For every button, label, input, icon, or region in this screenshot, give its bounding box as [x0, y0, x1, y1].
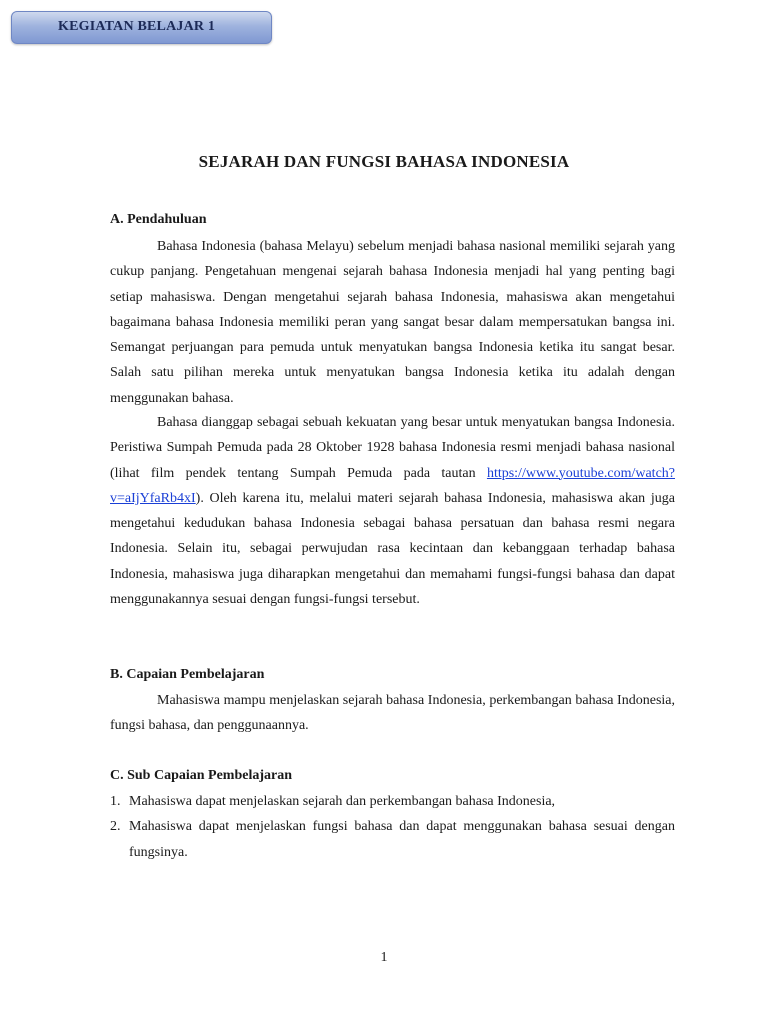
list-item-text: Mahasiswa dapat menjelaskan sejarah dan perkembangan bahasa Indonesia, — [129, 794, 556, 809]
paragraph-2-text-start: Bahasa dianggap sebagai sebuah kekuatan yang besar untuk menyatukan bangsa Indonesia. Peristiwa Sumpah Pemuda pada 28 Oktober 1928 bahasa Indonesia resmi menjadi bahasa nasional (lihat film pendek tentang Sumpah Pemuda pada tautan — [110, 415, 675, 481]
page-title: SEJARAH DAN FUNGSI BAHASA INDONESIA — [198, 152, 570, 171]
section-c-heading: C. Sub Capaian Pembelajaran — [110, 768, 293, 783]
youtube-link[interactable]: https://www.youtube.com/watch?v=aIjYfaRb4xI — [110, 465, 675, 506]
page-number: 1 — [380, 950, 388, 965]
paragraph-2-text-end: ). Oleh karena itu, melalui materi sejarah bahasa Indonesia, mahasiswa akan juga mengetahui kedudukan bahasa Indonesia sebagai bahasa persatuan dan bahasa resmi negara Indonesia. Selain itu, sebagai perwujudan rasa kecintaan dan kebanggaan terhadap bahasa Indonesia, mahasiswa juga diharapkan mengetahui dan memahami fungsi-fungsi bahasa dan dapat menggunakannya sesuai dengan fungsi-fungsi tersebut. — [110, 490, 675, 608]
list-item — [110, 814, 675, 865]
section-tab-label: KEGIATAN BELAJAR 1 — [58, 19, 216, 34]
section-a-paragraph-1: Bahasa Indonesia (bahasa Melayu) sebelum menjadi bahasa nasional memiliki sejarah yang cukup panjang. Pengetahuan mengenai sejarah bahasa Indonesia menjadi hal yang penting bagi setiap mahasiswa. Dengan mengetahui sejarah bahasa Indonesia, mahasiswa akan mengetahui bagaimana bahasa Indonesia memiliki peran yang sangat besar dalam mempersatukan bangsa ini. Semangat perjuangan para pemuda untuk menyatukan bangsa Indonesia ketika itu sangat besar. Salah satu pilihan mereka untuk menyatukan bangsa Indonesia ketika itu adalah dengan menggunakan bahasa. — [110, 239, 675, 406]
section-b-paragraph: Mahasiswa mampu menjelaskan sejarah bahasa Indonesia, perkembangan bahasa Indonesia, fungsi bahasa, dan penggunaannya. — [110, 693, 675, 734]
list-item-number: 2. — [110, 819, 121, 835]
section-b-heading: B. Capaian Pembelajaran — [110, 667, 265, 682]
section-a-heading: A. Pendahuluan — [110, 212, 207, 227]
list-item-number: 1. — [110, 794, 121, 809]
sub-capaian-list — [110, 789, 675, 865]
section-tab — [11, 11, 272, 44]
list-item — [110, 789, 675, 814]
section-a-paragraph-2 — [110, 410, 675, 612]
list-item-text: Mahasiswa dapat menjelaskan fungsi bahasa dan dapat menggunakan bahasa sesuai dengan fungsinya. — [129, 819, 675, 860]
